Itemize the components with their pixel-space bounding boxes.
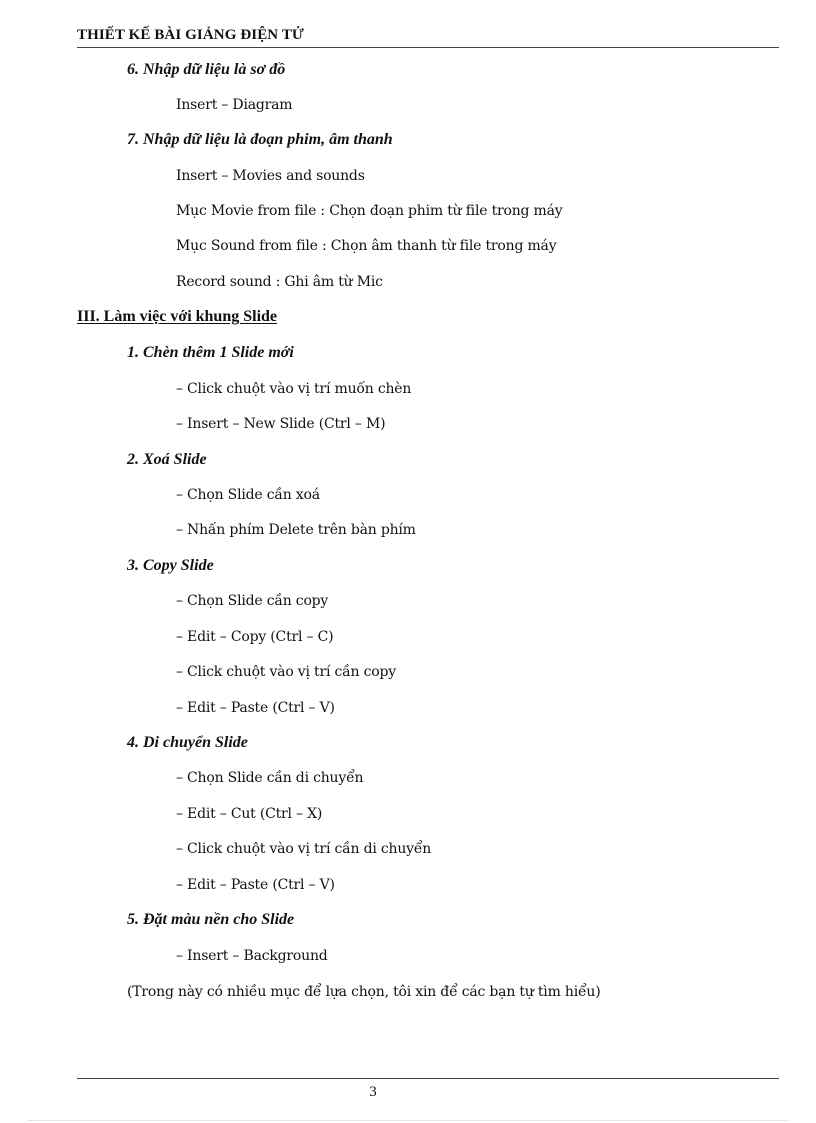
text-line: Mục Sound from file : Chọn âm thanh từ file trong máy	[176, 238, 557, 254]
text-line: – Edit – Cut (Ctrl – X)	[176, 806, 323, 822]
text-line: – Click chuột vào vị trí cần di chuyển	[176, 841, 432, 857]
heading-2: 2. Xoá Slide	[127, 451, 207, 468]
text-line: – Edit – Paste (Ctrl – V)	[176, 700, 335, 716]
text-line: – Chọn Slide cần xoá	[176, 487, 320, 503]
heading-6: 6. Nhập dữ liệu là sơ đồ	[127, 61, 286, 78]
page-number: 3	[369, 1084, 377, 1100]
page-bottom-dotted-edge	[28, 1120, 788, 1121]
text-line: Mục Movie from file : Chọn đoạn phim từ file trong máy	[176, 203, 563, 219]
text-line: – Edit – Paste (Ctrl – V)	[176, 877, 335, 893]
note-text: (Trong này có nhiều mục để lựa chọn, tôi xin để các bạn tự tìm hiểu)	[127, 984, 601, 1000]
heading-1: 1. Chèn thêm 1 Slide mới	[127, 344, 294, 361]
footer-rule	[77, 1078, 779, 1079]
text-line: – Nhấn phím Delete trên bàn phím	[176, 522, 416, 538]
header-rule	[77, 47, 779, 48]
text-line: – Chọn Slide cần copy	[176, 593, 329, 609]
running-header-title: THIẾT KẾ BÀI GIẢNG ĐIỆN TỬ	[77, 27, 304, 43]
text-line: – Insert – Background	[176, 948, 328, 964]
text-line: Insert – Movies and sounds	[176, 168, 365, 184]
section-title-iii: III. Làm việc với khung Slide	[77, 308, 278, 325]
heading-5: 5. Đặt màu nền cho Slide	[127, 911, 295, 928]
heading-7: 7. Nhập dữ liệu là đoạn phim, âm thanh	[127, 131, 393, 148]
heading-4: 4. Di chuyển Slide	[127, 734, 248, 751]
text-line: – Insert – New Slide (Ctrl – M)	[176, 416, 386, 432]
heading-3: 3. Copy Slide	[127, 557, 214, 574]
text-line: Record sound : Ghi âm từ Mic	[176, 274, 383, 290]
text-line: – Chọn Slide cần di chuyển	[176, 770, 364, 786]
text-line: – Click chuột vào vị trí muốn chèn	[176, 381, 412, 397]
text-line: – Click chuột vào vị trí cần copy	[176, 664, 396, 680]
text-line: – Edit – Copy (Ctrl – C)	[176, 629, 334, 645]
text-line: Insert – Diagram	[176, 97, 293, 113]
